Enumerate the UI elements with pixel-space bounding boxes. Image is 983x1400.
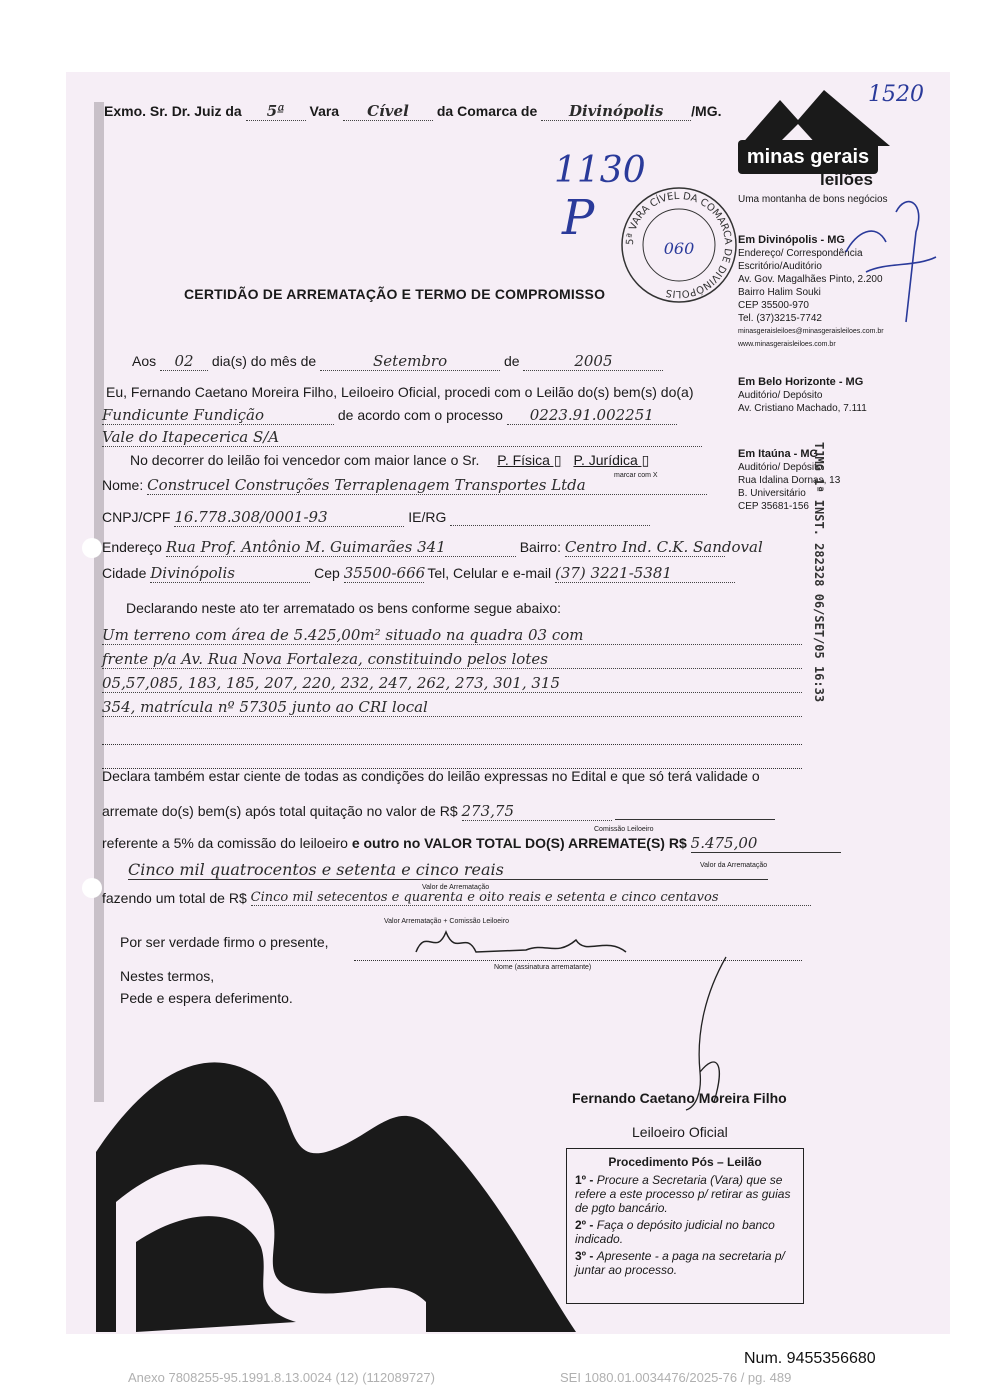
comissao-field: 273,75 xyxy=(462,802,612,821)
office-city: Em Itaúna - MG xyxy=(738,448,819,460)
office-website: www.minasgeraisleiloes.com.br xyxy=(738,341,836,348)
endereco-row: Endereço Rua Prof. Antônio M. Guimarães 341 Bairro: Centro Ind. C.K. Sandoval xyxy=(102,538,763,556)
day-field: 02 xyxy=(160,352,208,371)
month-field: Setembro xyxy=(320,352,500,371)
year-field: 2005 xyxy=(523,352,663,371)
vara-label: Vara xyxy=(309,103,340,119)
referente-line: referente a 5% da comissão do leiloeiro e outro no VALOR TOTAL DO(S) ARREMATE(S) R$ 5.475,00 xyxy=(102,834,841,853)
goods-line: 05,57,085, 183, 185, 207, 220, 232, 247, 262, 273, 301, 315 xyxy=(102,674,802,693)
cidade-field: Divinópolis xyxy=(150,564,310,583)
top-right-number: 1520 xyxy=(868,82,924,107)
brand-tagline: Uma montanha de bons negócios xyxy=(738,194,888,205)
office-line: Rua Idalina Dornas, 13 xyxy=(738,475,841,486)
cep-field: 35500-666 xyxy=(343,564,426,582)
auctioneer-signature xyxy=(666,952,756,1112)
arremate-caption: Valor da Arrematação xyxy=(700,862,768,869)
footer-sei: SEI 1080.01.0034476/2025-76 / pg. 489 xyxy=(560,1370,792,1385)
page-initial-handwritten: P xyxy=(562,190,595,246)
pede-text: Pede e espera deferimento. xyxy=(120,990,293,1006)
marcar-caption: marcar com X xyxy=(614,472,658,479)
termos-text: Nestes termos, xyxy=(120,968,215,984)
pj-checkbox: P. Jurídica ▯ xyxy=(573,452,650,468)
pf-checkbox: P. Física ▯ xyxy=(497,452,562,468)
goods-line: frente p/a Av. Rua Nova Fortaleza, constituindo pelos lotes xyxy=(102,650,802,669)
vara-type: Cível xyxy=(343,102,433,121)
vara-stamp xyxy=(618,184,740,306)
goods-line: Um terreno com área de 5.425,00m² situado na quadra 03 com xyxy=(102,626,802,645)
debtor-line: Fundicunte Fundição de acordo com o processo 0223.91.002251 xyxy=(102,406,677,425)
cidade-row: Cidade Divinópolis Cep 35500-666 Tel, Celular e e-mail (37) 3221-5381 xyxy=(102,564,735,583)
goods-blank-line xyxy=(102,744,802,745)
declares-line-2: arremate do(s) bem(s) após total quitação no valor de R$ 273,75 xyxy=(102,802,775,821)
auctioneer-text: Eu, Fernando Caetano Moreira Filho, Leiloeiro Oficial, procedi com o Leilão do(s) bem(s) do(a) xyxy=(106,384,694,400)
cnpj-row: CNPJ/CPF 16.778.308/0001-93 IE/RG xyxy=(102,508,650,527)
office-line: Escritório/Auditório xyxy=(738,261,822,272)
comarca-city: Divinópolis xyxy=(541,102,691,121)
office-line: Av. Cristiano Machado, 7.111 xyxy=(738,403,867,414)
office-line: CEP 35500-970 xyxy=(738,300,809,311)
declaring-text: Declarando neste ato ter arrematado os bens conforme segue abaixo: xyxy=(126,600,562,616)
scan-shadow-left xyxy=(94,102,104,1102)
nome-row: Nome: Construcel Construções Terraplenagem Transportes Ltda xyxy=(102,476,707,495)
office-email: minasgeraisleiloes@minasgeraisleiloes.com.br xyxy=(738,328,884,335)
mountain-graphic xyxy=(96,1042,576,1332)
total-field: Cinco mil setecentos e quarenta e oito reais e setenta e cinco centavos xyxy=(251,890,811,906)
office-city: Em Divinópolis - MG xyxy=(738,234,845,246)
footer-anexo: Anexo 7808255-95.1991.8.13.0024 (12) (112089727) xyxy=(128,1370,435,1385)
total-caption: Valor Arrematação + Comissão Leiloeiro xyxy=(384,918,509,925)
bairro-field: Centro Ind. C.K. Sandoval xyxy=(564,538,763,556)
punch-hole xyxy=(82,538,102,558)
header-line xyxy=(104,102,721,121)
total-line: fazendo um total de R$ Cinco mil setecentos e quarenta e oito reais e setenta e cinco centavos xyxy=(102,890,811,906)
salutation: Exmo. Sr. Dr. Juiz da xyxy=(104,103,242,119)
procedure-step: 2º - Faça o depósito judicial no banco indicado. xyxy=(575,1218,775,1246)
procedure-title: Procedimento Pós – Leilão xyxy=(608,1155,762,1169)
debtor-field-2: Vale do Itapecerica S/A xyxy=(102,428,702,447)
office-line: Auditório/ Depósito xyxy=(738,462,823,473)
side-receipt-stamp: TJMG 1ª INST. 282328 06/SET/05 16:33 xyxy=(812,442,826,703)
scanned-document xyxy=(66,72,950,1334)
signature-caption: Nome (assinatura arrematante) xyxy=(494,964,592,971)
office-line: Bairro Halim Souki xyxy=(738,287,821,298)
mountain-logo xyxy=(740,86,890,146)
office-belo-horizonte xyxy=(738,376,867,415)
extenso-caption: Valor de Arrematação xyxy=(422,884,490,891)
brand-sub: leilões xyxy=(820,170,873,189)
arremate-field: 5.475,00 xyxy=(691,834,841,853)
office-city: Em Belo Horizonte - MG xyxy=(738,376,864,388)
office-line: Av. Gov. Magalhães Pinto, 2.200 xyxy=(738,274,883,285)
page-number-handwritten: 1130 xyxy=(554,150,646,191)
document-number: Num. 9455356680 xyxy=(744,1350,876,1367)
cnpj-field: 16.778.308/0001-93 xyxy=(174,508,404,527)
document-title: CERTIDÃO DE ARREMATAÇÃO E TERMO DE COMPROMISSO xyxy=(184,286,606,302)
procedure-step: 3º - Apresente - a paga na secretaria p/ juntar ao processo. xyxy=(575,1249,785,1277)
comissao-caption: Comissão Leiloeiro xyxy=(594,826,654,833)
stamp-ring-text: 5ª VARA CÍVEL DA COMARCA DE DIVINÓPOLIS xyxy=(624,190,734,300)
auctioneer-role: Leiloeiro Oficial xyxy=(632,1124,728,1140)
firmo-line: Por ser verdade firmo o presente, xyxy=(120,934,329,950)
office-line: CEP 35681-156 xyxy=(738,501,809,512)
buyer-signature xyxy=(406,922,666,962)
comarca-label: da Comarca de xyxy=(436,103,538,119)
nome-field: Construcel Construções Terraplenagem Transportes Ltda xyxy=(147,476,707,495)
office-line: Tel. (37)3215-7742 xyxy=(738,313,822,324)
process-number-field: 0223.91.002251 xyxy=(507,406,677,425)
punch-hole xyxy=(82,878,102,898)
goods-line: 354, matrícula nº 57305 junto ao CRI local xyxy=(102,698,802,717)
procedure-step: 1º - Procure a Secretaria (Vara) que se refere a este processo p/ retirar as guias de pgto bancário. xyxy=(575,1173,791,1215)
state: /MG. xyxy=(691,103,722,119)
margin-scribbles xyxy=(836,172,946,332)
winner-line: No decorrer do leilão foi vencedor com maior lance o Sr. P. Física ▯ P. Jurídica ▯ xyxy=(130,452,650,468)
office-line: Endereço/ Correspondência xyxy=(738,248,863,259)
tel-field: (37) 3221-5381 xyxy=(555,564,735,583)
vara-number: 5ª xyxy=(246,102,306,121)
declares-line-1: Declara também estar ciente de todas as condições do leilão expressas no Edital e que só terá validade o xyxy=(102,768,760,784)
extenso-field: Cinco mil quatrocentos e setenta e cinco reais xyxy=(128,860,768,880)
office-line: B. Universitário xyxy=(738,488,806,499)
endereco-field: Rua Prof. Antônio M. Guimarães 341 xyxy=(166,538,516,557)
debtor-field: Fundicunte Fundição xyxy=(102,406,334,425)
date-line: Aos 02 dia(s) do mês de Setembro de 2005 xyxy=(132,352,663,371)
stamp-center-text: 060 xyxy=(663,239,695,258)
procedure-box xyxy=(566,1148,804,1304)
brand-name: minas gerais xyxy=(738,140,878,174)
office-line: Auditório/ Depósito xyxy=(738,390,823,401)
auctioneer-name: Fernando Caetano Moreira Filho xyxy=(572,1090,787,1106)
ie-field xyxy=(450,509,650,526)
